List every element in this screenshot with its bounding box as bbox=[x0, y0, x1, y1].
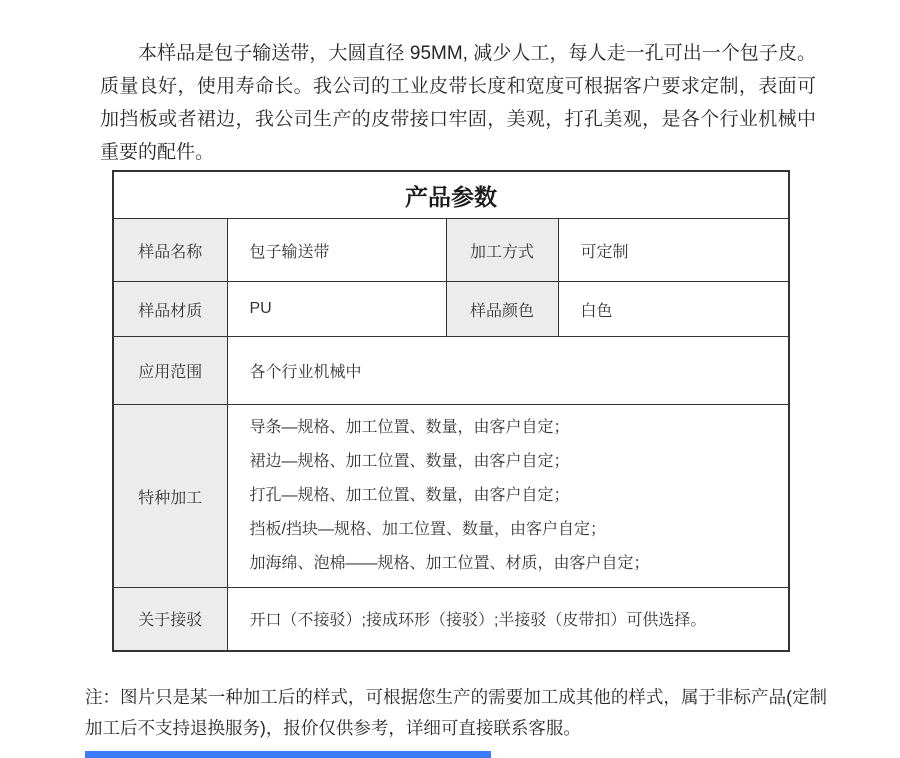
param-value-application: 各个行业机械中 bbox=[227, 337, 789, 405]
special-process-line: 导条—规格、加工位置、数量，由客户自定； bbox=[249, 419, 570, 436]
param-label-sample-name: 样品名称 bbox=[113, 219, 227, 282]
table-row bbox=[113, 282, 789, 337]
table-row bbox=[113, 405, 789, 588]
product-params-table bbox=[112, 170, 790, 652]
param-value-joint: 开口（不接驳）;接成环形（接驳）;半接驳（皮带扣）可供选择。 bbox=[227, 588, 789, 651]
param-label-special-process: 特种加工 bbox=[113, 405, 227, 588]
intro-paragraph: 本样品是包子输送带，大圆直径 95MM, 减少人工，每人走一孔可出一个包子皮。质量良好，使用寿命长。我公司的工业皮带长度和宽度可根据客户要求定制，表面可加挡板或者裙边，我公司生产的皮带接口牢固，美观，打孔美观，是各个行业机械中重要的配件。 bbox=[100, 43, 816, 163]
param-value-process-method: 可定制 bbox=[558, 219, 789, 282]
param-value-color: 白色 bbox=[558, 282, 789, 337]
special-process-line: 加海绵、泡棉——规格、加工位置、材质，由客户自定； bbox=[249, 555, 650, 572]
param-label-process-method: 加工方式 bbox=[446, 219, 558, 282]
note-paragraph: 注：图片只是某一种加工后的样式，可根据您生产的需要加工成其他的样式，属于非标产品(定制加工后不支持退换服务)，报价仅供参考，详细可直接联系客服。 bbox=[85, 686, 827, 738]
special-process-line: 打孔—规格、加工位置、数量，由客户自定； bbox=[249, 487, 570, 504]
table-row bbox=[113, 588, 789, 651]
special-process-line: 挡板/挡块—规格、加工位置、数量，由客户自定； bbox=[249, 521, 606, 538]
special-process-line: 裙边—规格、加工位置、数量，由客户自定； bbox=[249, 453, 570, 470]
param-label-application: 应用范围 bbox=[113, 337, 227, 405]
param-value-sample-name: 包子输送带 bbox=[227, 219, 446, 282]
param-value-special-process bbox=[227, 405, 789, 588]
bottom-accent-bar bbox=[85, 751, 491, 758]
param-value-material: PU bbox=[227, 282, 446, 337]
table-title-row bbox=[113, 171, 789, 219]
table-title: 产品参数 bbox=[113, 171, 789, 219]
table-row bbox=[113, 337, 789, 405]
table-row bbox=[113, 219, 789, 282]
param-label-material: 样品材质 bbox=[113, 282, 227, 337]
param-label-joint: 关于接驳 bbox=[113, 588, 227, 651]
param-label-color: 样品颜色 bbox=[446, 282, 558, 337]
